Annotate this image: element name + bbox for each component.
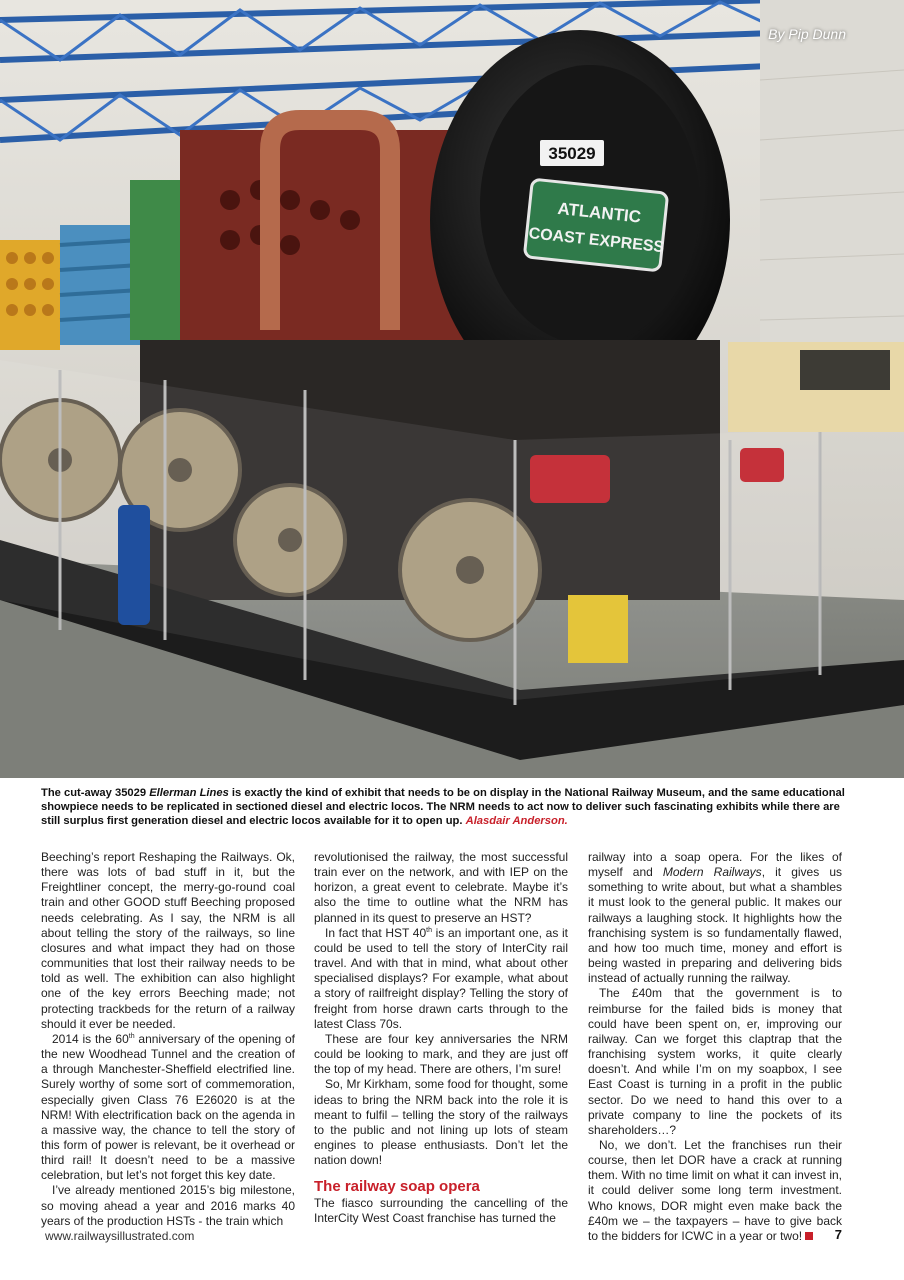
paragraph: revolutionised the railway, the most successful train ever on the network, and with IEP on the horizon, a great event to celebrate. Maybe it’s also the time to outline what the NRM has planned in its quest to preserve an HST? (314, 850, 568, 925)
caption-body: is exactly the kind of exhibit that needs to be on display in the National Railway Museum, and the same educational showpiece needs to be replicated in sectioned diesel and electric locos. The NRM needs to act now to deliver such fascinating exhibits while there are still surplus first generation diesel and electric locos available for it to open up. (41, 787, 845, 827)
paragraph: In fact that HST 40th is an important one, as it could be used to tell the story of InterCity rail travel. And with that in mind, what about other specialised displays? For example, what about a story of railfreight display? Telling the story of freight from horse drawn carts through to the latest Class 70s. (314, 925, 568, 1031)
photo-caption (41, 786, 853, 828)
paragraph: Beeching’s report Reshaping the Railways. Ok, there was lots of bad stuff in it, but the Freightliner concept, the merry-go-round coal train and other GOOD stuff Beeching proposed needs celebrating. As I say, the NRM is all about telling the story of the railways, so line closures and what impact they had on those communities that lost their railway needs to be told as well. The exhibition can also highlight one of the key errors Beeching made; not protecting trackbeds for the return of a railway should it ever be needed. (41, 850, 295, 1031)
paragraph: 2014 is the 60th anniversary of the opening of the new Woodhead Tunnel and the creation of a through Manchester-Sheffield electrified line. Surely worthy of some sort of commemoration, especially given Class 76 E26020 is at the NRM! With electrification back on the agenda in a massive way, the chance to tell the story of this form of power is relevant, be it overhead or third rail! It doesn’t need to be a massive celebration, but let’s not forget this key date. (41, 1031, 295, 1183)
end-mark-icon (805, 1232, 813, 1240)
footer-url: www.railwaysillustrated.com (45, 1229, 195, 1243)
paragraph: No, we don’t. Let the franchises run their course, then let DOR have a crack at running them. With no time limit on what it can invest in, it could deliver some long term investment. Who knows, DOR might even make back the £40m we – the taxpayers – have to give back to the bidders for ICWC in a year or two! (588, 1137, 842, 1243)
paragraph: So, Mr Kirkham, some food for thought, some ideas to bring the NRM back into the role it is meant to fulfil – telling the story of the railways to the public and not lining up lots of steam engines to please enthusiasts. Don’t let the nation down! (314, 1077, 568, 1168)
photo-credit: Alasdair Anderson. (465, 815, 568, 827)
paragraph: railway into a soap opera. For the likes of myself and Modern Railways, it gives us something to write about, but what a shambles it must look to the general public. It makes our railways a laughing stock. It highlights how the franchising system is so fundamentally flawed, and how too much time, money and effort is being wasted in preparing and delivering bids instead of actually running the railway. (588, 850, 842, 986)
smokebox-number-plate: 35029 (548, 144, 596, 163)
article-column-3 (588, 850, 842, 1244)
caption-lead: The cut-away 35029 (41, 787, 150, 799)
paragraph: I’ve already mentioned 2015’s big milestone, so moving ahead a year and 2016 marks 40 years of the production HSTs - the train which (41, 1183, 295, 1228)
byline: By Pip Dunn (768, 26, 846, 42)
caption-loco-name: Ellerman Lines (149, 787, 229, 799)
paragraph: The fiasco surrounding the cancelling of the InterCity West Coast franchise has turned the (314, 1196, 568, 1226)
page-number: 7 (834, 1227, 842, 1242)
article-column-1 (41, 850, 295, 1229)
article-column-2 (314, 850, 568, 1227)
paragraph: The £40m that the government is to reimburse for the failed bids is money that could have been spent on, er, improving our railway. Can we forget this claptrap that the franchising system works, it quite clearly doesn’t. And while I’m on my soapbox, I see East Coast is turning in a profit in the public sector. Do we need to hand this over to a private company to line the pockets of its shareholders…? (588, 986, 842, 1137)
headboard-line-1: ATLANTIC (556, 198, 642, 227)
section-heading: The railway soap opera (314, 1178, 480, 1196)
paragraph: These are four key anniversaries the NRM could be looking to mark, and they are just off the top of my head. There are others, I’m sure! (314, 1031, 568, 1077)
headboard-line-2: COAST EXPRESS (527, 225, 665, 257)
